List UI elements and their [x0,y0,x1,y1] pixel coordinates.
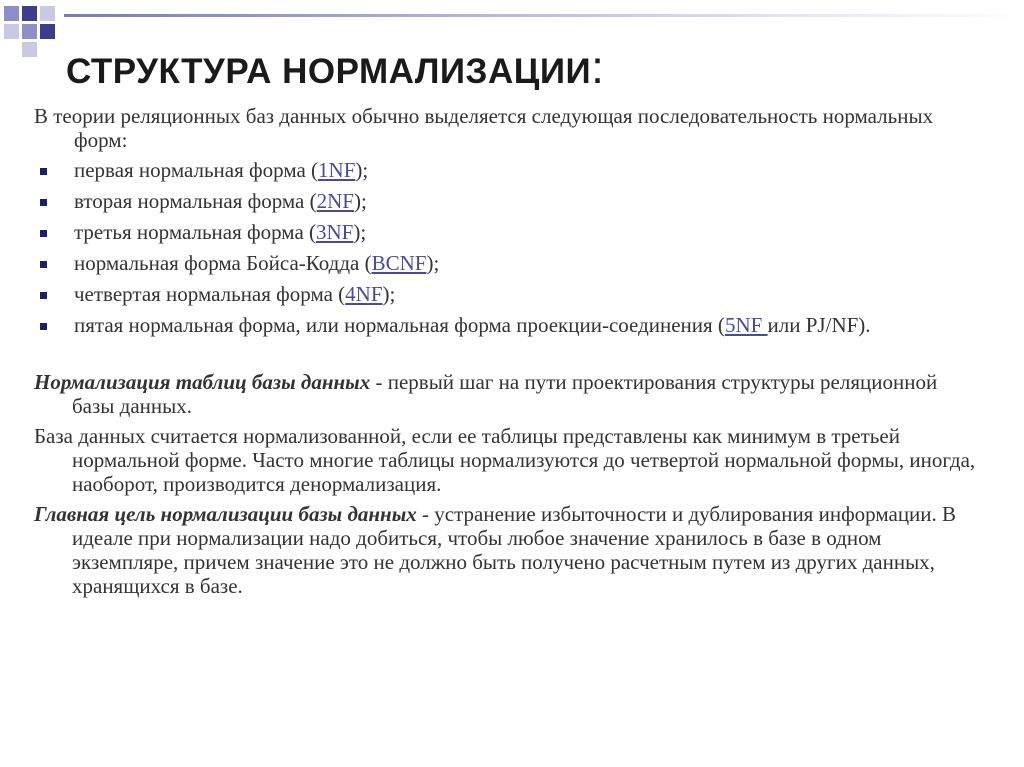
square-bullet-icon [40,168,47,175]
decor-square [4,24,19,39]
decor-square [22,42,37,57]
normalization-term: Нормализация таблиц базы данных [34,370,371,394]
link-bcnf[interactable]: BCNF [371,251,427,275]
intro-paragraph: В теории реляционных баз данных обычно выделяется следующая последовательность нормальных форм: [34,104,934,152]
slide-body [34,104,984,604]
list-item: третья нормальная форма (3NF); [34,220,984,244]
link-4nf[interactable]: 4NF [345,282,383,306]
link-2nf[interactable]: 2NF [316,189,354,213]
normalized-database-paragraph: База данных считается нормализованной, если ее таблицы представлены как минимум в третьей нормальной форме. Часто многие таблицы нормализуются до четвертой нормальной формы, иногда, наоборот, производится денормализация. [34,424,976,496]
decor-square [22,24,37,39]
goal-term: Главная цель нормализации базы данных [34,502,417,526]
list-item: четвертая нормальная форма (4NF); [34,282,984,306]
normal-forms-list [34,158,984,337]
square-bullet-icon [40,261,47,268]
list-item: пятая нормальная форма, или нормальная форма проекции-соединения (5NF или PJ/NF). [34,313,984,337]
slide-title: СТРУКТУРА НОРМАЛИЗАЦИИ: [66,41,605,93]
link-3nf[interactable]: 3NF [316,220,354,244]
decor-square [22,6,37,21]
list-item: вторая нормальная форма (2NF); [34,189,984,213]
list-item: нормальная форма Бойса-Кодда (BCNF); [34,251,984,275]
square-bullet-icon [40,230,47,237]
link-5nf[interactable]: 5NF [724,313,768,337]
decor-square [40,24,55,39]
normalization-goal: Главная цель нормализации базы данных - устранение избыточности и дублирования информации. В идеале при нормализации надо добиться, чтобы любое значение хранилось в базе в одном экземпляре, причем значение это не должно быть получено расчетным путем из других данных, хранящихся в базе. [34,502,957,598]
spacer [34,344,984,370]
decor-square [40,6,55,21]
square-bullet-icon [40,199,47,206]
list-item: первая нормальная форма (1NF); [34,158,984,182]
decor-square [4,6,19,21]
link-1nf[interactable]: 1NF [318,158,356,182]
header-rule [64,14,1024,17]
normalization-definition: Нормализация таблиц базы данных - первый шаг на пути проектирования структуры реляционной базы данных. [34,370,938,418]
square-bullet-icon [40,323,47,330]
square-bullet-icon [40,292,47,299]
